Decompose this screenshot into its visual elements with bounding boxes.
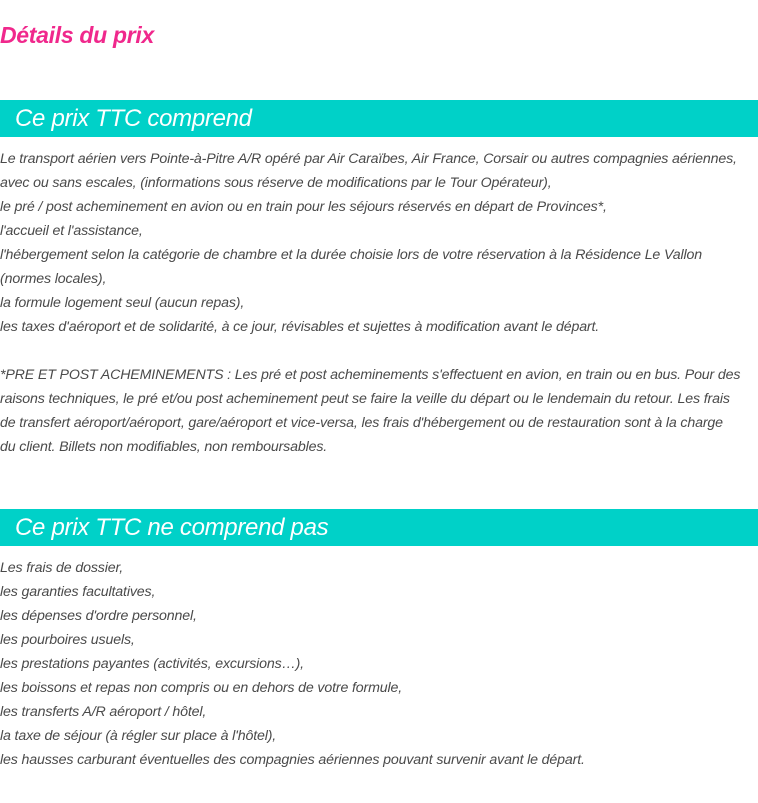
transfer-note bbox=[0, 363, 758, 459]
included-items-list bbox=[0, 147, 758, 339]
excluded-item: les garanties facultatives, bbox=[0, 584, 156, 600]
included-item: les taxes d'aéroport et de solidarité, à ce jour, révisables et sujettes à modification avant le départ. bbox=[0, 319, 600, 335]
excluded-item: les dépenses d'ordre personnel, bbox=[0, 608, 197, 624]
excluded-section-banner bbox=[0, 509, 758, 546]
included-item: avec ou sans escales, (informations sous réserve de modifications par le Tour Opérateur), bbox=[0, 175, 552, 191]
included-item: l'accueil et l'assistance, bbox=[0, 223, 143, 239]
transfer-note-line: raisons techniques, le pré et/ou post acheminement peut se faire la veille du départ ou le lendemain du retour. Les frais bbox=[0, 391, 730, 407]
excluded-section-heading: Ce prix TTC ne comprend pas bbox=[15, 514, 329, 541]
included-item: l'hébergement selon la catégorie de chambre et la durée choisie lors de votre réservation à la Résidence Le Vallon bbox=[0, 247, 702, 263]
included-section-banner bbox=[0, 100, 758, 137]
excluded-items-list bbox=[0, 556, 758, 772]
excluded-item: les hausses carburant éventuelles des compagnies aériennes pouvant survenir avant le départ. bbox=[0, 752, 585, 768]
transfer-note-line: de transfert aéroport/aéroport, gare/aéroport et vice-versa, les frais d'hébergement ou de restauration sont à la charge bbox=[0, 415, 723, 431]
transfer-note-line: *PRE ET POST ACHEMINEMENTS : Les pré et post acheminements s'effectuent en avion, en train ou en bus. Pour des bbox=[0, 367, 741, 383]
excluded-item: les prestations payantes (activités, excursions…), bbox=[0, 656, 304, 672]
included-item: la formule logement seul (aucun repas), bbox=[0, 295, 245, 311]
included-section-heading: Ce prix TTC comprend bbox=[15, 105, 252, 132]
transfer-note-line: du client. Billets non modifiables, non remboursables. bbox=[0, 439, 328, 455]
excluded-item: Les frais de dossier, bbox=[0, 560, 124, 576]
included-item: le pré / post acheminement en avion ou en train pour les séjours réservés en départ de Provinces*, bbox=[0, 199, 607, 215]
excluded-item: les pourboires usuels, bbox=[0, 632, 135, 648]
page-title: Détails du prix bbox=[0, 22, 154, 48]
excluded-item: les transferts A/R aéroport / hôtel, bbox=[0, 704, 207, 720]
excluded-item: les boissons et repas non compris ou en dehors de votre formule, bbox=[0, 680, 403, 696]
included-item: (normes locales), bbox=[0, 271, 107, 287]
included-item: Le transport aérien vers Pointe-à-Pitre A/R opéré par Air Caraïbes, Air France, Corsair ou autres compagnies aériennes, bbox=[0, 151, 737, 167]
excluded-item: la taxe de séjour (à régler sur place à l'hôtel), bbox=[0, 728, 277, 744]
